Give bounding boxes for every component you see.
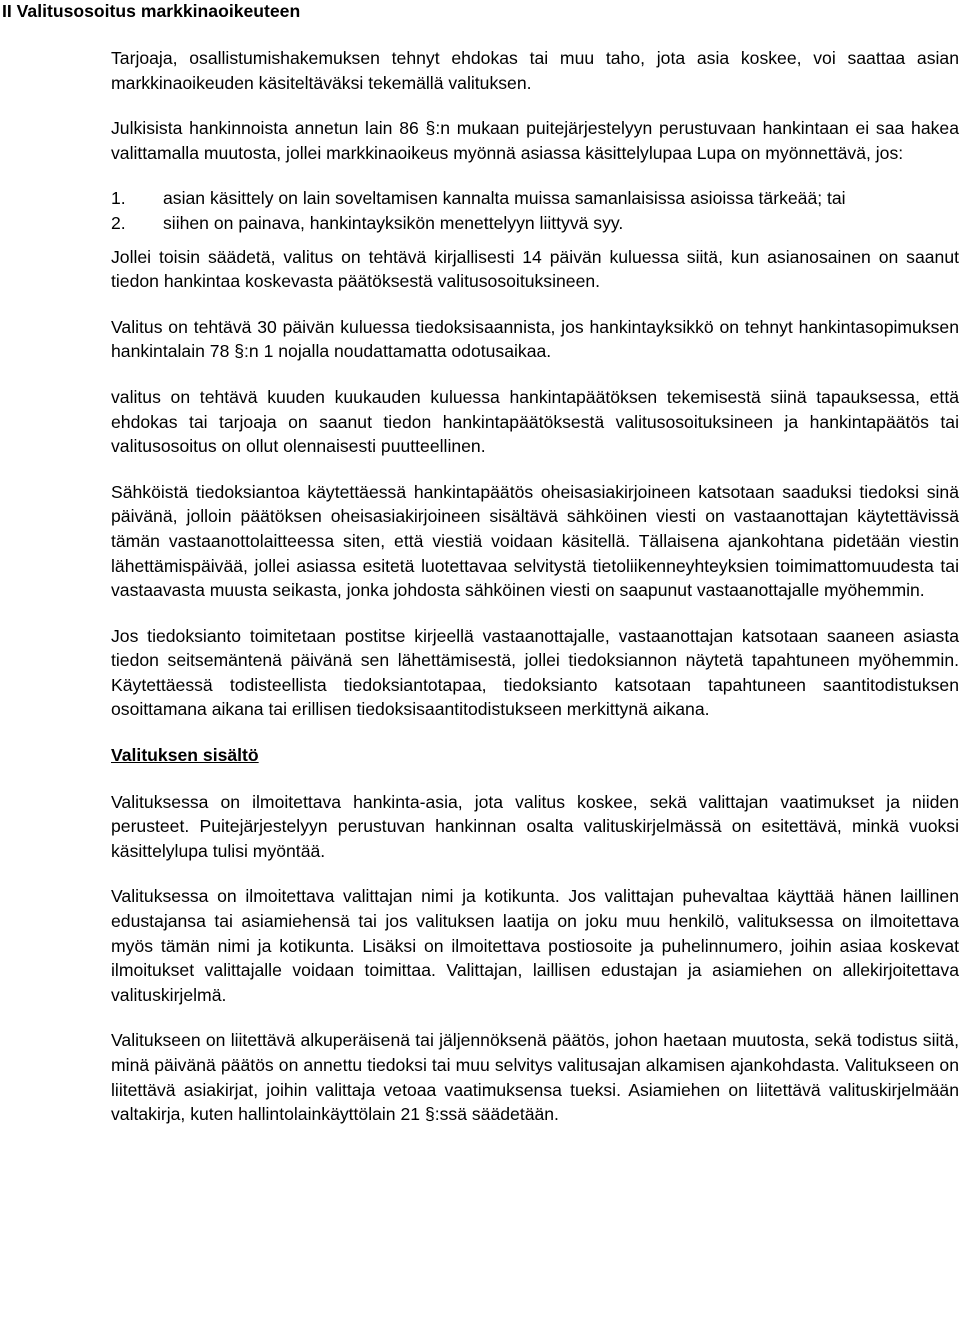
- list-item-number: 1.: [111, 188, 126, 209]
- paragraph-appellant-details: Valituksessa on ilmoitettava valittajan nimi ja kotikunta. Jos valittajan puhevaltaa käyttää hänen laillinen edustajansa tai asiamiehensä tai jos valituksen laatija on joku muu henkilö, valituksessa on ilmoitettava myös tämän nimi ja kotikunta. Lisäksi on ilmoitettava postiosoite ja puhelinnumero, joihin asiaa koskevat ilmoitukset valittajalle voidaan toimittaa. Valittajan, laillisen edustajan ja asiamiehen on allekirjoitettava valituskirjelmä.: [111, 886, 959, 1005]
- paragraph-postal-notice: Jos tiedoksianto toimitetaan postitse kirjeellä vastaanottajalle, vastaanottajan katsotaan saaneen asiasta tiedon seitsemäntenä päivänä sen lähettämisestä, jollei tiedoksiannon näytetä tapahtuneen myöhemmin. Käytettäessä todisteellista tiedoksiantotapaa, tiedoksianto katsotaan tapahtuneen saantitodistuksen osoittamana aikana tai erillisen tiedoksisaantitodistukseen merkittynä aikana.: [111, 625, 959, 720]
- list-item-text: siihen on painava, hankintayksikön menettelyyn liittyvä syy.: [163, 212, 624, 233]
- paragraph-14-days: Jollei toisin säädetä, valitus on tehtävä kirjallisesti 14 päivän kuluessa siitä, kun asianosainen on saanut tiedon hankintaa koskevasta päätöksestä valitusosoituksineen.: [111, 246, 959, 292]
- paragraph-attachments: Valitukseen on liitettävä alkuperäisenä tai jäljennöksenä päätös, johon haetaan muutosta, sekä todistus siitä, minä päivänä päätös on annettu tiedoksi tai muu selvitys valitusajan alkamisen ajankohdasta. Valitukseen on liitettävä asiakirjat, joihin valittaja vetoaa vaatimuksensa tueksi. Asiamiehen on liitettävä valituskirjelmään valtakirja, kuten hallintolainkäyttölain 21 §:ssä säädetään.: [111, 1030, 959, 1125]
- list-item: [111, 211, 959, 236]
- paragraph-appeal-right: Tarjoaja, osallistumishakemuksen tehnyt ehdokas tai muu taho, jota asia koskee, voi saattaa asian markkinaoikeuden käsiteltäväksi tekemällä valituksen.: [111, 48, 959, 93]
- permission-criteria-list: [111, 186, 959, 235]
- paragraph-framework-agreement: Julkisista hankinnoista annetun lain 86 §:n mukaan puitejärjestelyyn perustuvaan hankintaan ei saa hakea valittamalla muutosta, jollei markkinaoikeus myönnä asiassa käsittelylupaa Lupa on myönnettävä, jos:: [111, 118, 959, 163]
- list-item-number: 2.: [111, 212, 126, 233]
- list-item: [111, 186, 959, 211]
- document-body: [111, 46, 959, 1148]
- section-heading-appeal-content: Valituksen sisältö: [111, 745, 259, 766]
- page-title: II Valitusosoitus markkinaoikeuteen: [2, 1, 301, 21]
- paragraph-appeal-claims: Valituksessa on ilmoitettava hankinta-asia, jota valitus koskee, sekä valittajan vaatimukset ja niiden perusteet. Puitejärjestelyyn perustuvan hankinnan osalta valituskirjelmässä on esitettävä, minkä vuoksi käsittelylupa tulisi myöntää.: [111, 791, 959, 861]
- paragraph-30-days: Valitus on tehtävä 30 päivän kuluessa tiedoksisaannista, jos hankintayksikkö on tehnyt hankintasopimuksen hankintalain 78 §:n 1 nojalla noudattamatta odotusaikaa.: [111, 316, 959, 362]
- paragraph-electronic-notice: Sähköistä tiedoksiantoa käytettäessä hankintapäätös oheisasiakirjoineen katsotaan saaduksi tiedoksi sinä päivänä, jolloin päätöksen oheisasiakirjoineen sisältävä sähköinen viesti on vastaanottajan käytettävissä tämän vastaanottolaitteessa siten, että viestiä voidaan käsitellä. Tällaisena ajankohtana pidetään viestin lähettämispäivää, jollei asiassa esitetä luotettavaa selvitystä tietoliikenneyhteyksien toimimattomuudesta tai vastaavasta muusta seikasta, jonka johdosta sähköinen viesti on saapunut vastaanottajalle myöhemmin.: [111, 481, 959, 601]
- list-item-text: asian käsittely on lain soveltamisen kannalta muissa samanlaisissa asioissa tärkeää; tai: [163, 188, 846, 209]
- paragraph-six-months: valitus on tehtävä kuuden kuukauden kuluessa hankintapäätöksen tekemisestä siinä tapauksessa, että ehdokas tai tarjoaja on saanut tiedon hankintapäätöksestä valitusosoituksineen ja hankintapäätös tai valitusosoitus on ollut olennaisesti puutteellinen.: [111, 386, 959, 457]
